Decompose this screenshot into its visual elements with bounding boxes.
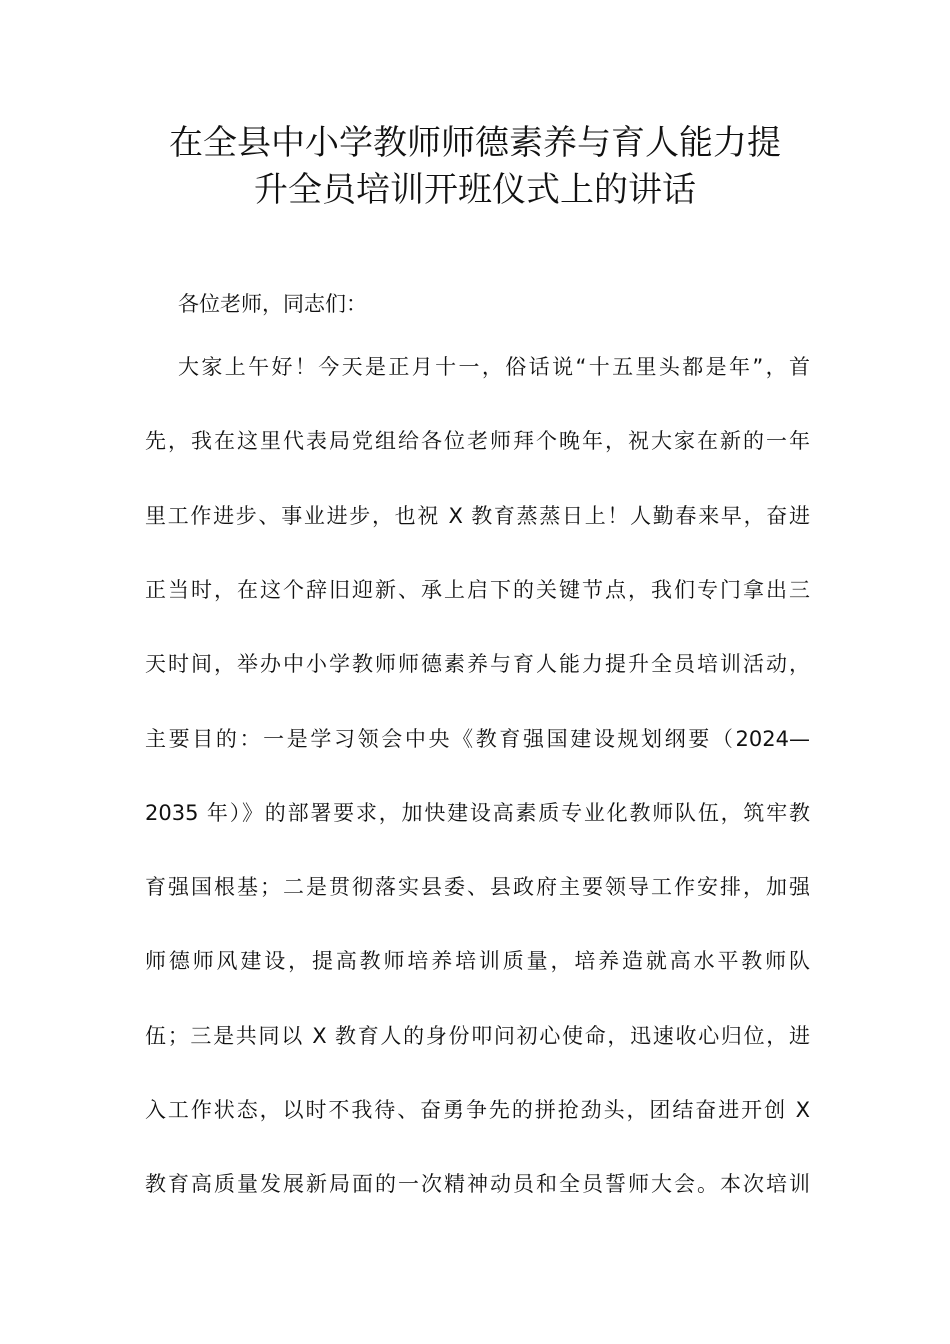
salutation: 各位老师，同志们： — [178, 292, 367, 316]
body-line: 正当时，在这个辞旧迎新、承上启下的关键节点，我们专门拿出三 — [145, 577, 810, 602]
body-line: 师德师风建设，提高教师培养培训质量，培养造就高水平教师队 — [145, 949, 810, 974]
body-line: 先，我在这里代表局党组给各位老师拜个晚年，祝大家在新的一年 — [145, 429, 810, 454]
body-line: 大家上午好！今天是正月十一，俗话说“十五里头都是年”，首 — [178, 355, 810, 379]
body-line: 入工作状态，以时不我待、奋勇争先的拼抢劲头，团结奋进开创 X — [145, 1098, 810, 1122]
body-line: 伍；三是共同以 X 教育人的身份叩问初心使命，迅速收心归位，进 — [145, 1023, 810, 1048]
body-line: 天时间，举办中小学教师师德素养与育人能力提升全员培训活动， — [145, 652, 810, 677]
document-title-line-1: 在全县中小学教师师德素养与育人能力提 — [169, 123, 781, 163]
body-line: 2035 年）》的部署要求，加快建设高素质专业化教师队伍，筑牢教 — [145, 800, 810, 825]
body-line: 育强国根基；二是贯彻落实县委、县政府主要领导工作安排，加强 — [145, 875, 810, 900]
body-line: 教育高质量发展新局面的一次精神动员和全员誓师大会。本次培训 — [145, 1172, 810, 1197]
body-line: 里工作进步、事业进步，也祝 X 教育蒸蒸日上！人勤春来早，奋进 — [145, 503, 810, 528]
body-line: 主要目的：一是学习领会中央《教育强国建设规划纲要（2024— — [145, 726, 810, 751]
document-title-line-2: 升全员培训开班仪式上的讲话 — [254, 170, 696, 210]
